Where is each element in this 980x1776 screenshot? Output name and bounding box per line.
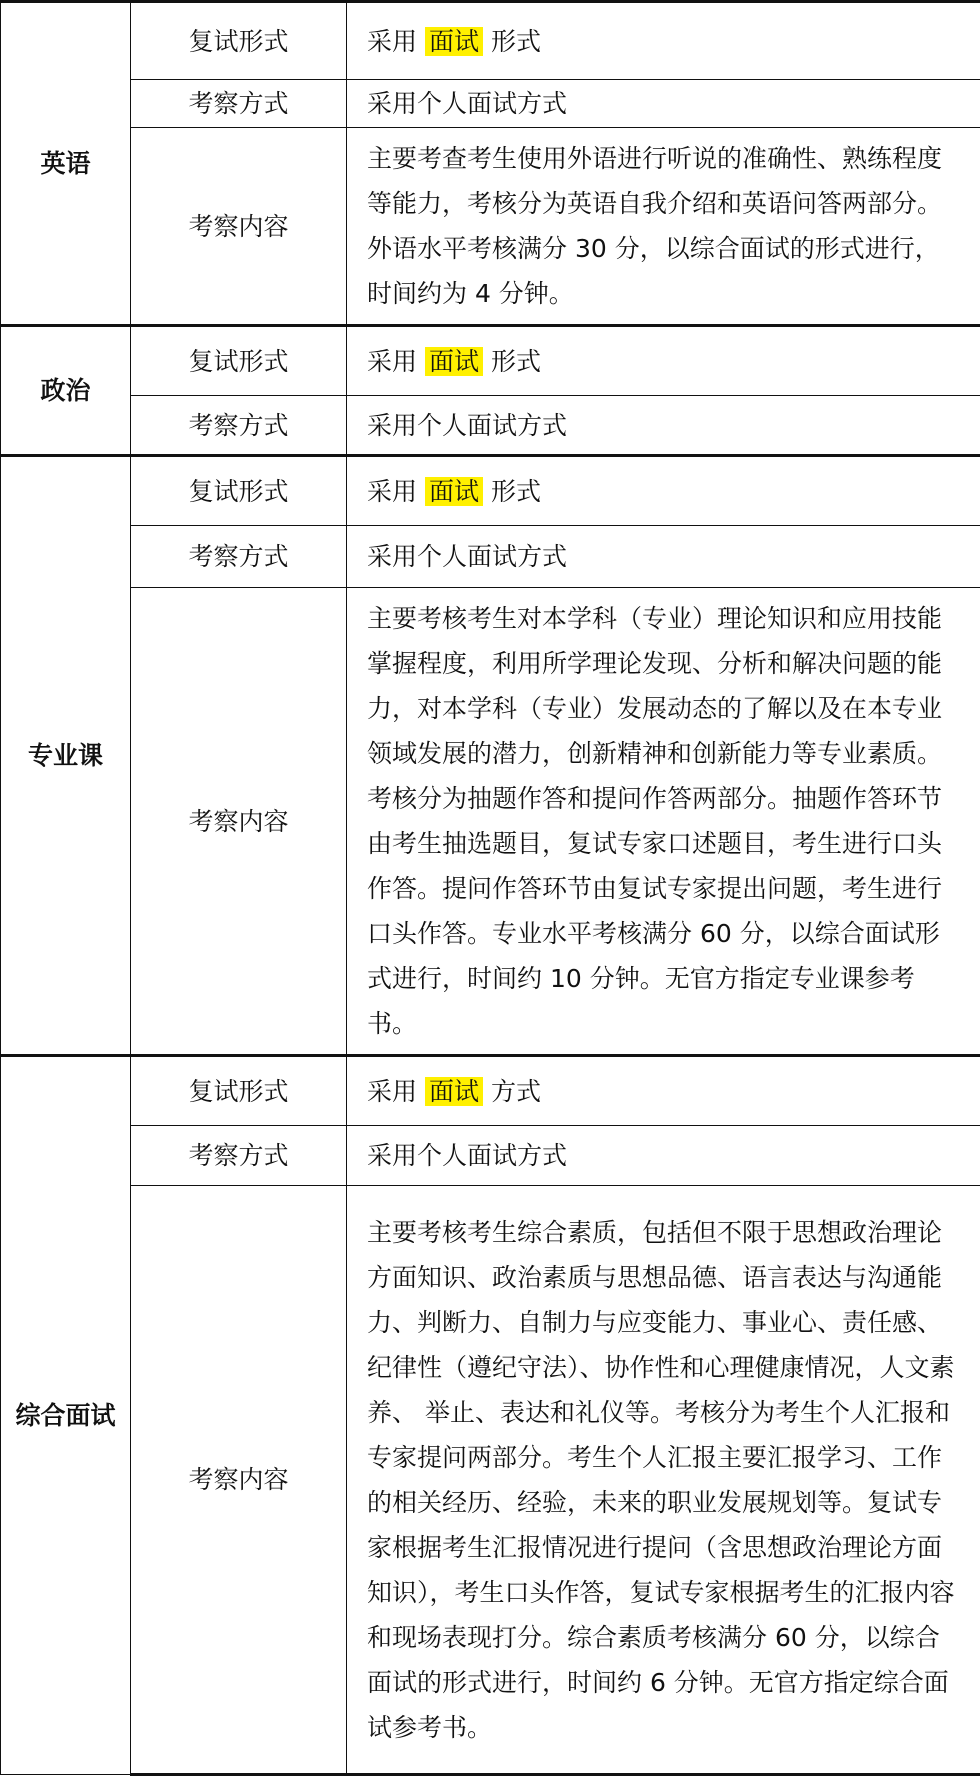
row-label: 考察内容 (131, 128, 347, 326)
row-label: 考察方式 (131, 1126, 347, 1186)
highlighted-term: 面试 (425, 27, 483, 56)
highlighted-term: 面试 (425, 1077, 483, 1106)
row-value (347, 456, 980, 526)
row-label: 复试形式 (131, 2, 347, 80)
row-label: 考察方式 (131, 80, 347, 128)
row-label: 考察内容 (131, 588, 347, 1056)
content-paragraph: 主要考核考生综合素质，包括但不限于思想政治理论方面知识、政治素质与思想品德、语言表达与沟通能力、判断力、自制力与应变能力、事业心、责任感、纪律性（遵纪守法）、协作性和心理健康情况，人文素养、 举止、表达和礼仪等。考核分为考生个人汇报和专家提问两部分。考生个人汇报主要汇报学习、工作的相关经历、经验，未来的职业发展规划等。复试专家根据考生汇报情况进行提问（含思想政治理论方面知识），考生口头作答，复试专家根据考生的汇报内容和现场表现打分。综合素质考核满分 60 分，以综合面试的形式进行，时间约 6 分钟。无官方指定综合面试参考书。 (367, 1217, 955, 1742)
subject-major-course: 专业课 (1, 456, 131, 1056)
value-suffix: 方式 (490, 1076, 541, 1106)
value-prefix: 采用 (367, 476, 418, 506)
value-prefix: 采用 (367, 26, 418, 56)
row-label: 复试形式 (131, 326, 347, 396)
row-value (347, 1186, 980, 1775)
table-row (1, 526, 980, 588)
row-value: 采用个人面试方式 (347, 396, 980, 456)
table-row (1, 1126, 980, 1186)
table-row (1, 128, 980, 326)
row-value: 采用个人面试方式 (347, 526, 980, 588)
subject-comprehensive-interview: 综合面试 (1, 1056, 131, 1775)
row-value (347, 2, 980, 80)
row-value: 采用个人面试方式 (347, 1126, 980, 1186)
row-label: 考察方式 (131, 396, 347, 456)
table-row (1, 80, 980, 128)
table-row (1, 1056, 980, 1126)
row-value: 采用个人面试方式 (347, 80, 980, 128)
highlighted-term: 面试 (425, 347, 483, 376)
table-row (1, 326, 980, 396)
value-suffix: 形式 (490, 476, 541, 506)
row-label: 考察方式 (131, 526, 347, 588)
table-row (1, 2, 980, 80)
row-value (347, 128, 980, 326)
row-label: 复试形式 (131, 1056, 347, 1126)
row-value (347, 326, 980, 396)
row-label: 考察内容 (131, 1186, 347, 1775)
subject-english: 英语 (1, 2, 131, 326)
content-paragraph: 主要考查考生使用外语进行听说的准确性、熟练程度等能力，考核分为英语自我介绍和英语问答两部分。外语水平考核满分 30 分，以综合面试的形式进行，时间约为 4 分钟。 (367, 144, 943, 308)
value-suffix: 形式 (490, 26, 541, 56)
table-row (1, 456, 980, 526)
row-value (347, 1056, 980, 1126)
highlighted-term: 面试 (425, 477, 483, 506)
row-label: 复试形式 (131, 456, 347, 526)
table-row (1, 1186, 980, 1775)
value-prefix: 采用 (367, 346, 418, 376)
table-row (1, 396, 980, 456)
row-value (347, 588, 980, 1056)
subject-politics: 政治 (1, 326, 131, 456)
content-paragraph: 主要考核考生对本学科（专业）理论知识和应用技能掌握程度，利用所学理论发现、分析和解决问题的能力，对本学科（专业）发展动态的了解以及在本专业领域发展的潜力，创新精神和创新能力等专业素质。考核分为抽题作答和提问作答两部分。抽题作答环节由考生抽选题目，复试专家口述题目，考生进行口头作答。提问作答环节由复试专家提出问题，考生进行口头作答。专业水平考核满分 60 分，以综合面试形式进行，时间约 10 分钟。无官方指定专业课参考书。 (367, 604, 943, 1038)
table-row (1, 588, 980, 1056)
value-suffix: 形式 (490, 346, 541, 376)
value-prefix: 采用 (367, 1076, 418, 1106)
